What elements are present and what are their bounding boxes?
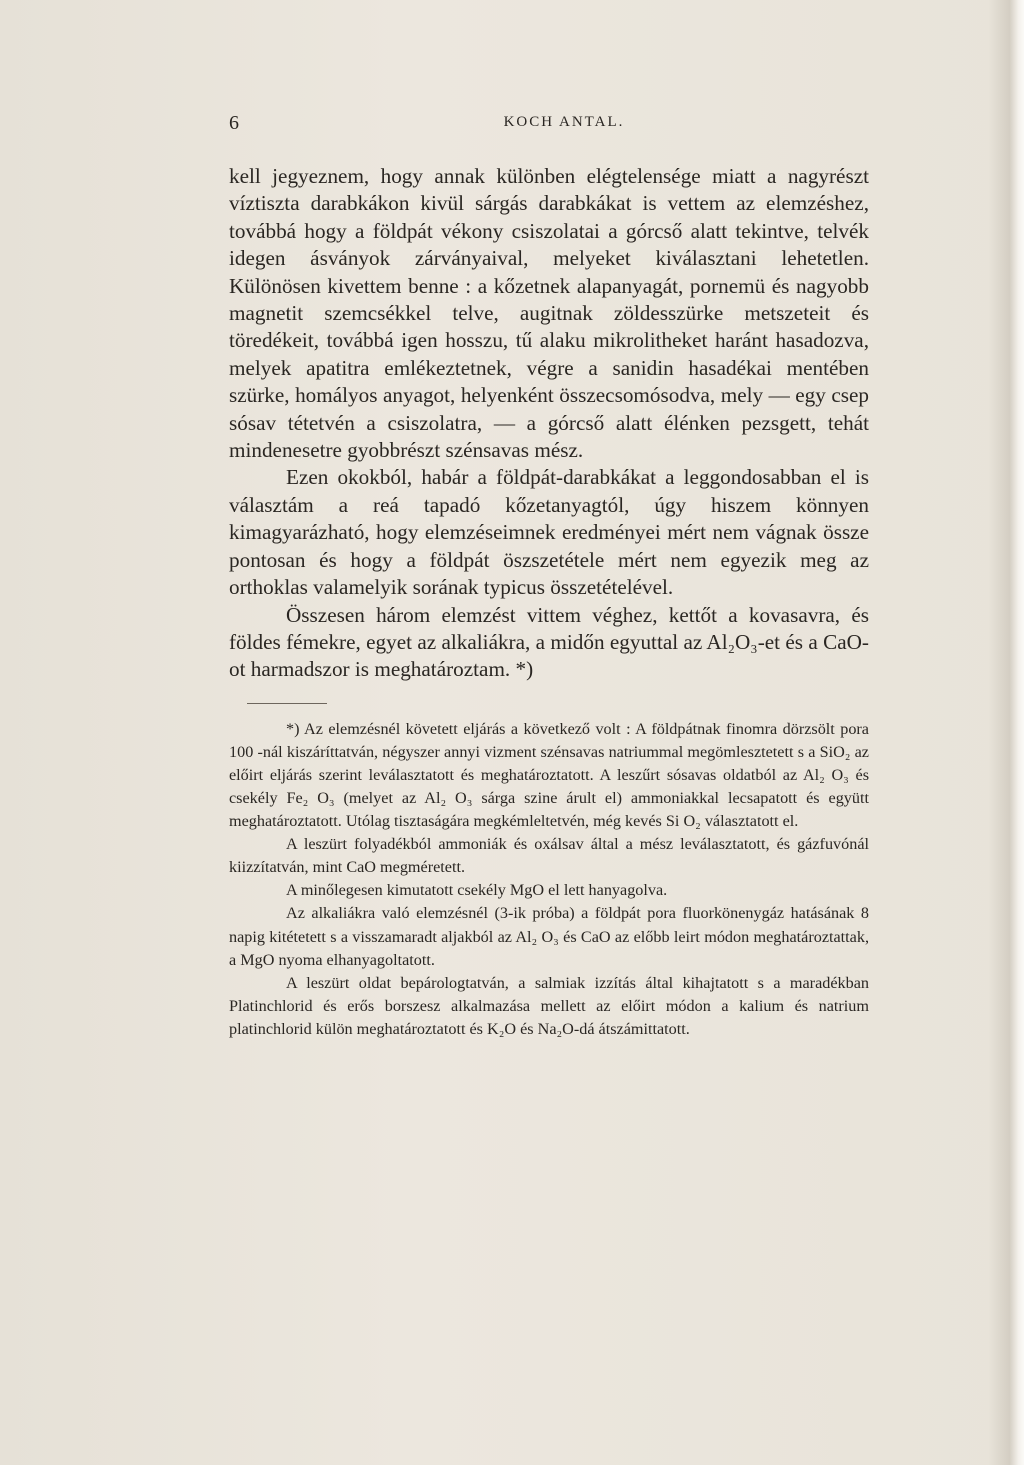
footnote-paragraph: *) Az elemzésnél követett eljárás a következő volt : A földpátnak finomra dörzsölt pora 100 -nál kiszáríttatván, négyszer annyi vizment szénsavas natriummal megömlesztetett s a SiO₂ az előirt eljárás szerint leválasztatott és meghatároztatott. A leszűrt sósavas oldatból az Al₂ O₃ és csekély Fe₂ O₃ (melyet az Al₂ O₃ sárga szine árult el) ammoniakkal lecsapatott és együtt meghatároztatott. Utólag tisztaságára megkémleltetvén, még kevés Si O₂ választatott el. [229, 719, 869, 831]
footnote-paragraph: Az alkaliákra való elemzésnél (3-ik próba) a földpát pora fluorkönenygáz hatásának 8 napig kitétetett s a visszamaradt aljakból az Al₂ O₃ és CaO az előbb leirt módon meghatároztattak, a MgO nyoma elhanyagoltatott. [229, 904, 869, 969]
page-header [229, 112, 869, 142]
page-number: 6 [229, 112, 239, 134]
running-head: KOCH ANTAL. [503, 114, 625, 130]
main-text [229, 163, 869, 684]
paragraph: Összesen három elemzést vittem véghez, kettőt a kovasavra, és földes fémekre, egyet az alkaliákra, a midőn egyuttal az Al₂O₃-et és a CaO-ot harmadszor is meghatároztam. *) [229, 602, 869, 682]
paragraph: kell jegyeznem, hogy annak különben elégtelensége miatt a nagyrészt víztiszta darabkákon kivül sárgás darabkákat is vettem az elemzéshez, továbbá hogy a földpát vékony csiszolatai a górcső alatt tekintve, telvék idegen ásványok zárványaival, melyeket kiválasztani lehetetlen. Különösen kivettem benne : a kőzetnek alapanyagát, pornemü és nagyobb magnetit szemcsékkel telve, augitnak zöldesszürke metszeteit és töredékeit, továbbá igen hosszu, tű alaku mikrolitheket haránt hasadozva, melyek apatitra emlékeztetnek, végre a sanidin hasadékai mentében szürke, homályos anyagot, helyenként összecsomósodva, mely — egy csep sósav tétetvén a csiszolatra, — a górcső alatt élénken pezsgett, tehát mindenesetre gyobbrészt szénsavas mész. [229, 164, 869, 463]
footnote-paragraph: A leszürt oldat bepárologtatván, a salmiak izzítás által kihajtatott s a maradékban Platinchlorid és erős borszesz alkalmazása mellett az előirt módon a kalium és natrium platinchlorid külön meghatároztatott és K₂O és Na₂O-dá átszámittatott. [229, 973, 869, 1038]
paragraph: Ezen okokból, habár a földpát-darabkákat a leggondosabban el is választám a reá tapadó kőzetanyagtól, úgy hiszem könnyen kimagyarázható, hogy elemzéseimnek eredményei mért nem vágnak össze pontosan és hogy a földpát öszszetétele mért nem egyezik meg az orthoklas valamelyik sorának typicus összetételével. [229, 465, 869, 600]
footnote-paragraph: A minőlegesen kimutatott csekély MgO el lett hanyagolva. [286, 881, 668, 900]
page-edge-shadow [988, 0, 1024, 1465]
footnote-paragraph: A leszürt folyadékból ammoniák és oxálsav által a mész leválasztatott, és gázfuvónál kiizzítatván, mint CaO megméretett. [229, 835, 869, 877]
footnotes [229, 718, 869, 1041]
footnote-separator [247, 703, 327, 704]
page-body [229, 163, 869, 1041]
